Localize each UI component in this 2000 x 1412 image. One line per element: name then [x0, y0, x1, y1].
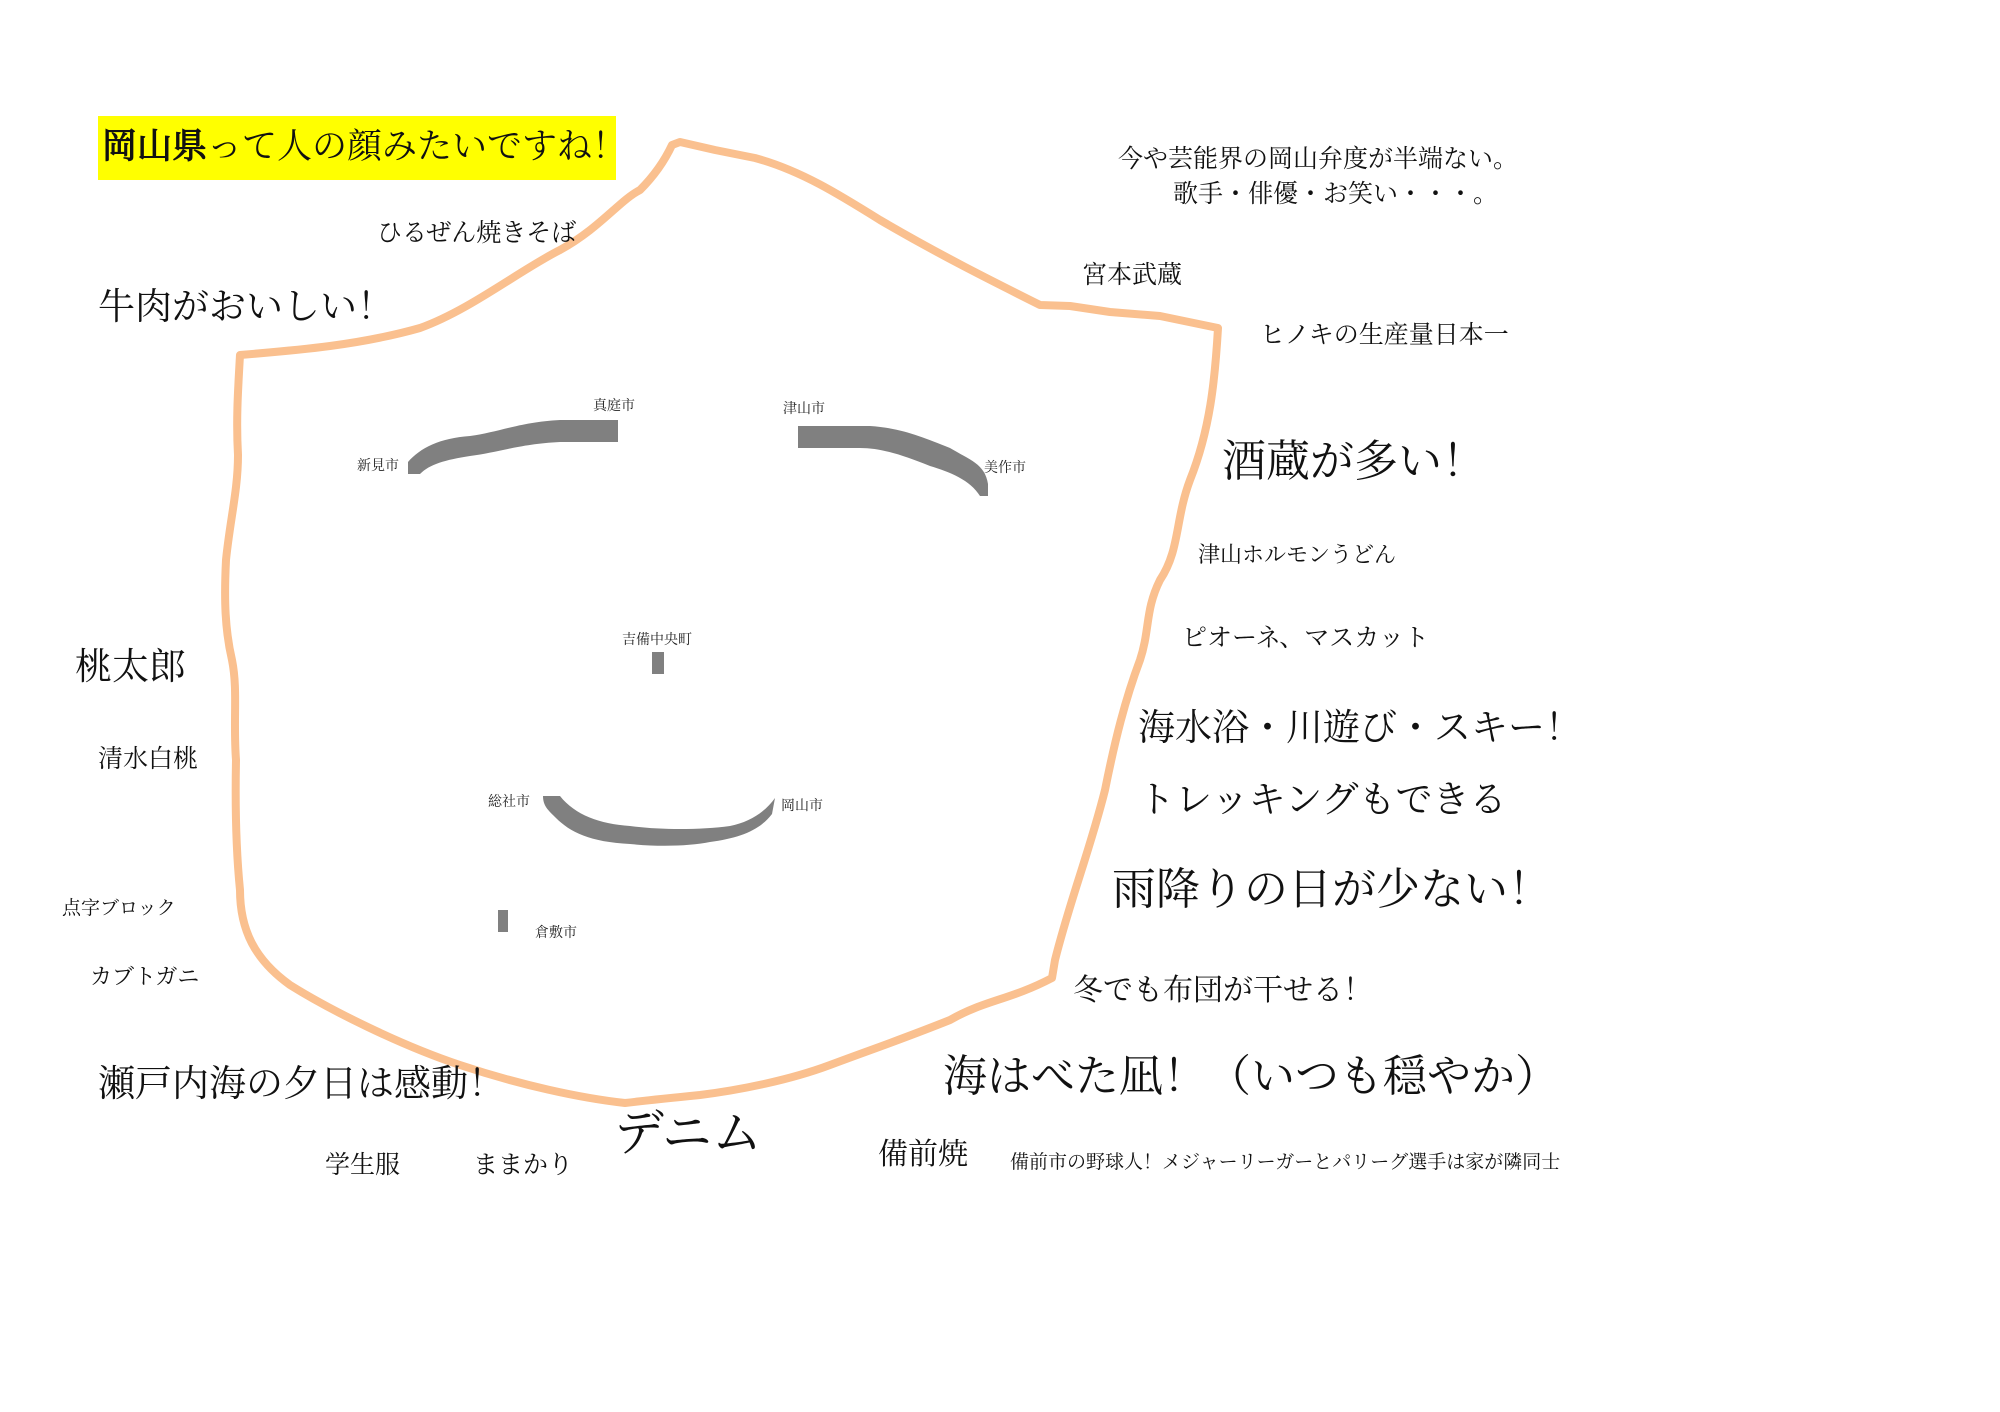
- note-trekking: トレッキングもできる: [1138, 778, 1507, 821]
- note-mamakari: ままかり: [473, 1150, 574, 1179]
- note-setonaikai-sunset: 瀬戸内海の夕日は感動！: [98, 1062, 505, 1105]
- note-bizen-yaki: 備前焼: [878, 1137, 968, 1172]
- note-denim: デニム: [614, 1104, 762, 1162]
- note-nagi: 海はべた凪！（いつも穏やか）: [943, 1051, 1559, 1102]
- city-label-kurashiki: 倉敷市: [535, 925, 577, 941]
- city-label-okayama: 岡山市: [781, 798, 823, 814]
- left-eyebrow: [408, 420, 618, 474]
- mole-mark: [498, 910, 508, 932]
- note-gakuseifuku: 学生服: [325, 1150, 401, 1179]
- city-label-kibichuo: 吉備中央町: [622, 632, 692, 648]
- note-tenji-block: 点字ブロック: [62, 897, 176, 919]
- note-dialect-line2: 歌手・俳優・お笑い・・・。: [1173, 179, 1499, 208]
- city-label-maniwa: 真庭市: [593, 398, 635, 414]
- note-shimizu-hakuto: 清水白桃: [98, 744, 199, 773]
- right-eyebrow: [798, 426, 988, 496]
- note-sakagura: 酒蔵が多い！: [1222, 436, 1486, 487]
- city-label-niimi: 新見市: [357, 458, 399, 474]
- city-label-soja: 総社市: [488, 794, 530, 810]
- note-hiruzen-yakisoba: ひるぜん焼きそば: [377, 218, 577, 247]
- city-label-mimasaka: 美作市: [984, 460, 1026, 476]
- note-pione: ピオーネ、マスカット: [1182, 623, 1430, 652]
- nose-mark: [652, 652, 664, 674]
- note-horumon-udon: 津山ホルモンうどん: [1198, 543, 1397, 568]
- note-kaisuiyoku: 海水浴・川遊び・スキー！: [1138, 706, 1582, 749]
- note-dialect-line1: 今や芸能界の岡山弁度が半端ない。: [1118, 144, 1519, 173]
- note-futon: 冬でも布団が干せる！: [1073, 973, 1373, 1008]
- mouth: [543, 796, 775, 846]
- title-rest: って人の顔みたいですね！: [207, 127, 628, 167]
- note-beef: 牛肉がおいしい！: [98, 285, 394, 328]
- note-miyamoto-musashi: 宮本武蔵: [1082, 260, 1183, 289]
- title-bold: 岡山県: [102, 127, 208, 167]
- note-momotaro: 桃太郎: [75, 645, 186, 688]
- note-hinoki: ヒノキの生産量日本一: [1260, 320, 1509, 349]
- note-kabutogani: カブトガニ: [90, 965, 200, 990]
- note-ame: 雨降りの日が少ない！: [1112, 864, 1552, 915]
- city-label-tsuyama: 津山市: [783, 401, 825, 417]
- note-bizen-baseball: 備前市の野球人！メジャーリーガーとパリーグ選手は家が隣同士: [1010, 1151, 1561, 1173]
